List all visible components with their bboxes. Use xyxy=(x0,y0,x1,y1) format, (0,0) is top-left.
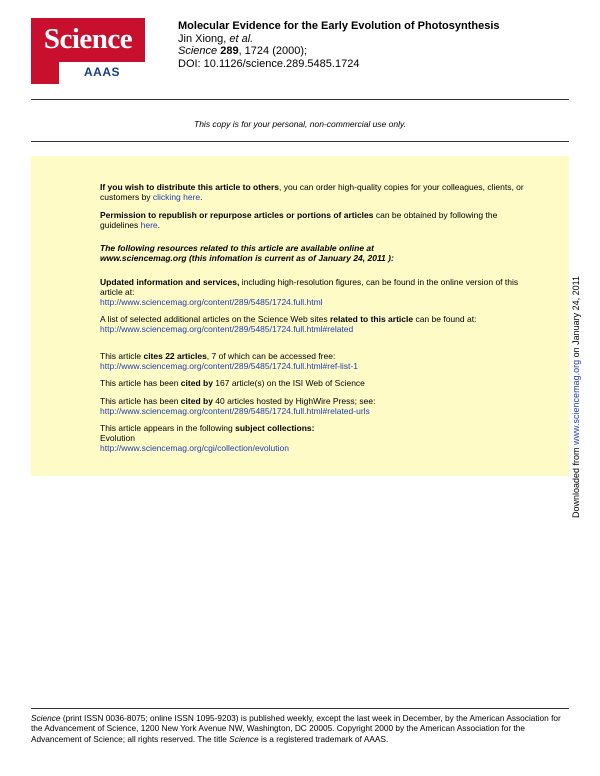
cites-paragraph: This article cites 22 articles, 7 of which can be accessed free: http://www.sciencemag.org/content/289/5485/1724.full.html#ref-list-1 xyxy=(100,351,358,371)
clicking-here-link[interactable]: clicking here xyxy=(152,192,201,202)
highwire-cited-paragraph: This article has been cited by 40 articles hosted by HighWire Press; see: http://www.sciencemag.org/content/289/5485/1724.full.html#related-urls xyxy=(100,396,376,416)
updated-info-paragraph: Updated information and services, including high-resolution figures, can be found in the online version of this article at: http://www.sciencemag.org/content/289/5485/1724.full.html xyxy=(100,277,519,307)
download-stamp: Downloaded from www.sciencemag.org on January 24, 2011 xyxy=(571,276,581,518)
guidelines-link[interactable]: here xyxy=(140,220,158,230)
related-link[interactable]: http://www.sciencemag.org/content/289/5485/1724.full.html#related xyxy=(100,324,354,334)
subject-collections-paragraph: This article appears in the following subject collections: Evolution http://www.sciencemag.org/cgi/collection/evolution xyxy=(100,423,315,453)
personal-use-notice: This copy is for your personal, non-commercial use only. xyxy=(194,119,406,129)
related-articles-paragraph: A list of selected additional articles on the Science Web sites related to this article can be found at: http://www.sciencemag.org/content/289/5485/1724.full.html#related xyxy=(100,314,477,334)
aaas-logo xyxy=(59,62,145,84)
aaas-label: AAAS xyxy=(83,65,120,79)
resources-heading: The following resources related to this article are available online at www.sciencemag.org (this infomation is current as of January 24, 2011 ): xyxy=(100,243,394,263)
article-title: Molecular Evidence for the Early Evolution of Photosynthesis xyxy=(178,20,500,32)
evolution-collection-link[interactable]: http://www.sciencemag.org/cgi/collection/evolution xyxy=(100,443,289,453)
ref-list-link[interactable]: http://www.sciencemag.org/content/289/5485/1724.full.html#ref-list-1 xyxy=(100,361,358,371)
article-citation: Science 289, 1724 (2000); xyxy=(178,45,308,57)
distribute-paragraph: If you wish to distribute this article to others, you can order high-quality copies for your colleagues, clients, or customers by clicking here. xyxy=(100,182,524,202)
related-urls-link[interactable]: http://www.sciencemag.org/content/289/5485/1724.full.html#related-urls xyxy=(100,406,370,416)
collection-name: Evolution xyxy=(100,433,135,443)
full-text-link[interactable]: http://www.sciencemag.org/content/289/5485/1724.full.html xyxy=(100,297,323,307)
article-doi: DOI: 10.1126/science.289.5485.1724 xyxy=(178,57,360,70)
top-rule xyxy=(31,99,569,100)
article-authors: Jin Xiong, et al. xyxy=(178,32,254,45)
sciencemag-link[interactable]: www.sciencemag.org xyxy=(571,359,581,445)
permission-paragraph: Permission to republish or repurpose articles or portions of articles can be obtained by following the guidelines here. xyxy=(100,210,498,230)
footer-rule xyxy=(31,708,569,709)
logo-wordmark: Science xyxy=(43,23,133,55)
science-logo xyxy=(31,18,145,84)
notice-rule xyxy=(31,141,569,142)
footer-notice: Science (print ISSN 0036-8075; online ISSN 1095-9203) is published weekly, except the last week in December, by the American Association for the Advancement of Science, 1200 New York Avenue NW, Washington, DC 20005. Copyright 2000 by the American Association for the Advancement of Science; all rights reserved. The title Science is a registered trademark of AAAS. xyxy=(31,713,561,744)
article-header xyxy=(178,20,500,70)
isi-cited-paragraph: This article has been cited by 167 article(s) on the ISI Web of Science xyxy=(100,378,365,388)
